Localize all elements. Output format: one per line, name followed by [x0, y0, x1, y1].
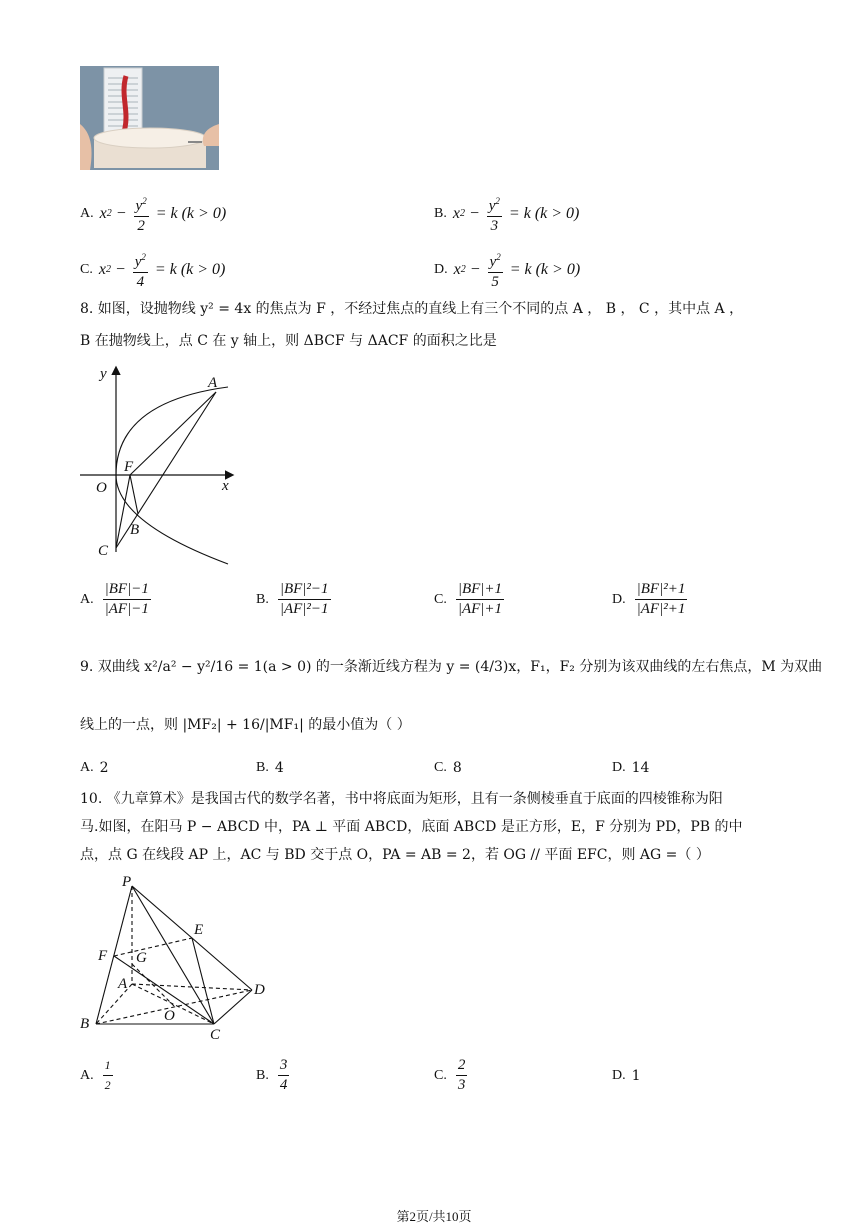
q7-option-b[interactable]: B. x 2 − $\frac{y^2}{3}$ = k (k > 0) — [434, 192, 579, 236]
q8-label-y: y — [100, 366, 107, 382]
q10-label-b: B — [80, 1016, 90, 1032]
q10-label-g: G — [136, 950, 147, 966]
q8-figure — [78, 362, 240, 568]
q8-option-c[interactable]: C. $\frac{|BF|+1}{|AF|+1}$ — [434, 581, 503, 617]
q9-option-b[interactable]: B. 4 — [256, 760, 284, 776]
q10-option-d[interactable]: D. 1 — [612, 1068, 641, 1084]
q10-label-p: P — [122, 874, 132, 890]
q10-label-e: E — [194, 922, 204, 938]
q8-segment-fa — [130, 392, 216, 475]
q8-line-2: B 在抛物线上，点 C 在 y 轴上，则 ΔBCF 与 ΔACF 的面积之比是 — [80, 333, 497, 349]
q8-label-a: A — [208, 375, 218, 391]
q8-label-b: B — [130, 522, 140, 538]
q9-option-a[interactable]: A. 2 — [80, 760, 109, 776]
q10-option-b[interactable]: B. $\frac{3}{4}$ — [256, 1057, 288, 1093]
q7-option-d-formula: x 2 − $\frac{y^2}{5}$ = k (k > 0) — [454, 248, 581, 292]
q10-line-2: 马.如图，在阳马 P − ABCD 中，PA ⊥ 平面 ABCD，底面 ABCD 是正方形，E，F 分别为 PD，PB 的中 — [80, 819, 743, 835]
q8-label-x: x — [222, 478, 229, 494]
q9-option-c[interactable]: C. 8 — [434, 760, 462, 776]
q9-line-2: 线上的一点，则 |MF₂| + 16/|MF₁| 的最小值为（ ） — [80, 717, 411, 733]
q9-line-1: 9. 双曲线 x²/a² − y²/16 = 1(a > 0) 的一条渐近线方程为 y = (4/3)x，F₁，F₂ 分别为该双曲线的左右焦点，M 为双曲 — [80, 659, 823, 675]
q8-option-b[interactable]: B. $\frac{\text{|BF|²−1}}{\text{|AF|²−1}}$ — [256, 581, 329, 617]
q8-option-d[interactable]: D. $\frac{\text{|BF|²+1}}{\text{|AF|²+1}}$ — [612, 581, 686, 617]
q8-line-1: 8. 如图，设抛物线 y² = 4x 的焦点为 F ，不经过焦点的直线上有三个不同的点 A ， B ， C ，其中点 A ， — [80, 301, 744, 317]
q8-label-o: O — [96, 480, 107, 496]
q10-label-a: A — [118, 976, 128, 992]
q10-label-c: C — [210, 1027, 221, 1043]
q10-option-a[interactable]: A. $\frac{1}{2}$ — [80, 1058, 111, 1092]
q10-line-1: 10. 《九章算术》是我国古代的数学名著，书中将底面为矩形，且有一条侧棱垂直于底面的四棱锥称为阳 — [80, 791, 723, 807]
q10-label-f: F — [98, 948, 108, 964]
q7-option-c-formula: x 2 − $\frac{y^2}{4}$ = k (k > 0) — [99, 248, 226, 292]
q7-option-d[interactable]: D. x 2 − $\frac{y^2}{5}$ = k (k > 0) — [434, 248, 580, 292]
q9-option-d[interactable]: D. 14 — [612, 760, 650, 776]
q10-label-o: O — [164, 1008, 175, 1024]
q7-option-b-formula: x 2 − $\frac{y^2}{3}$ = k (k > 0) — [453, 192, 580, 236]
apparatus-photo — [80, 66, 219, 170]
q8-label-c: C — [98, 543, 109, 559]
q10-option-c[interactable]: C. $\frac{2}{3}$ — [434, 1057, 466, 1093]
q8-segment-fb — [130, 475, 138, 514]
q7-option-a[interactable]: A. x 2 − $\frac{y^2}{2}$ = k (k > 0) — [80, 192, 226, 236]
q10-label-d: D — [254, 982, 265, 998]
q8-label-f: F — [124, 459, 134, 475]
q10-line-3: 点，点 G 在线段 AP 上，AC 与 BD 交于点 O，PA = AB = 2，若 OG // 平面 EFC，则 AG =（ ） — [80, 847, 710, 863]
page-footer: 第2页/共10页 — [396, 1209, 472, 1224]
q10-pyramid-figure — [78, 872, 272, 1044]
apparatus-photo-drawing — [80, 66, 219, 170]
q8-option-a[interactable]: A. $\frac{|BF|-1}{|AF|-1}$ — [80, 581, 149, 617]
q7-option-c[interactable]: C. x 2 − $\frac{y^2}{4}$ = k (k > 0) — [80, 248, 225, 292]
q7-option-a-formula: x 2 − $\frac{y^2}{2}$ = k (k > 0) — [100, 192, 227, 236]
